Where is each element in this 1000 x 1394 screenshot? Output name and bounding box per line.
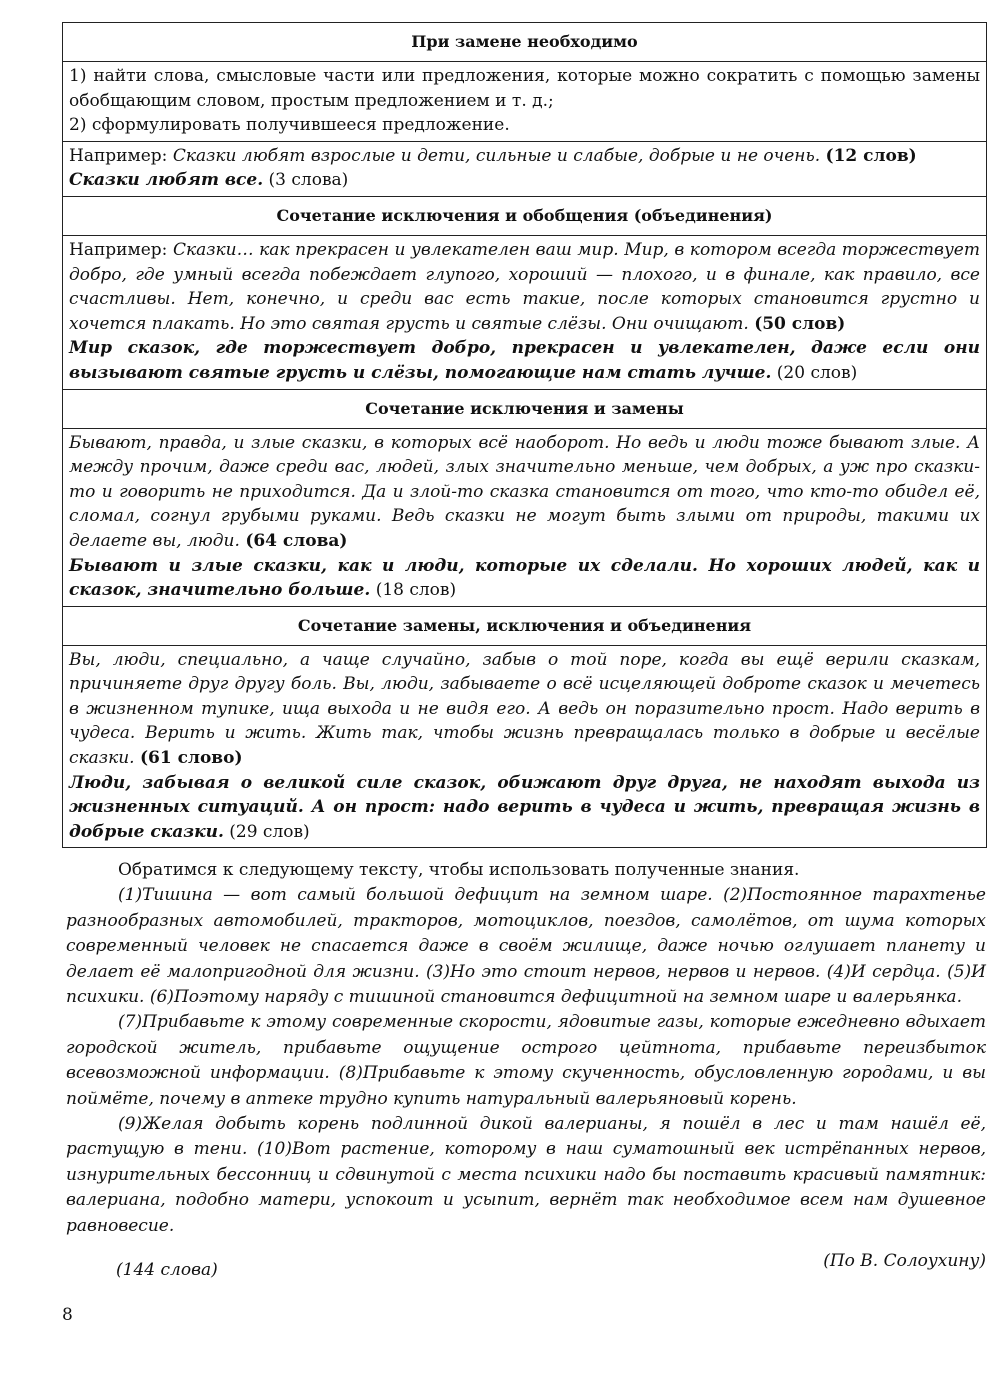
example-original: Бывают, правда, и злые сказки, в которых всё наоборот. Но ведь и люди тоже бывают злые. А между прочим, даже среди вас, людей, злых значительно меньше, чем добрых, а уж про сказки-то и говорить не приходится. Да и злой-то сказка становится от того, что кто-то обидел её, сломал, согнул грубыми руками. Ведь сказки не могут быть злыми от природы, такими их делаете вы, люди. [69, 432, 980, 551]
word-count: (61 слово) [140, 748, 243, 769]
word-count: (50 слов) [754, 313, 846, 334]
example-result [69, 168, 980, 193]
result-text: Сказки любят все. [69, 170, 264, 191]
example-text [69, 431, 980, 554]
result-count: (3 слова) [268, 170, 349, 191]
result-count: (18 слов) [375, 580, 457, 601]
example-prefix: Например: [69, 239, 173, 260]
example-cell [63, 235, 987, 389]
methods-table [62, 22, 987, 848]
example-text [69, 144, 980, 169]
example-result [69, 336, 980, 385]
section-header: При замене необходимо [63, 23, 987, 62]
result-count: (29 слов) [229, 821, 310, 842]
example-original: Сказки… как прекрасен и увлекателен ваш мир. Мир, в котором всегда торжествует добро, где умный всегда побеждает глупого, хороший — плохого, и в финале, как правило, все счастливы. Нет, конечно, и среди вас есть такие, после которых становится грустно и хочется плакать. Но это святая грусть и святые слёзы. Они очищают. [69, 239, 980, 334]
example-result [69, 554, 980, 603]
word-count: (64 слова) [245, 530, 348, 551]
example-text [69, 238, 980, 336]
example-cell [63, 428, 987, 606]
text-paragraph: (1)Тишина — вот самый большой дефицит на земном шаре. (2)Постоянное тарахтенье разнообразных автомобилей, тракторов, мотоциклов, поездов, самолётов, от шума которых современный человек не спасается даже в своём жилище, даже ночью оглушает планету и делает её малопригодной для жизни. (3)Но это стоит нервов, нервов и нервов. (4)И сердца. (5)И психики. (6)Поэтому наряду с тишиной становится дефицитной на земном шаре и валерьянка. [66, 885, 986, 1008]
example-text [69, 648, 980, 771]
page-number: 8 [62, 1305, 73, 1325]
reading-text [66, 858, 986, 1274]
section-header: Сочетание исключения и замены [63, 389, 987, 428]
example-original: Вы, люди, специально, а чаще случайно, забыв о той поре, когда вы ещё верили сказкам, причиняете друг другу боль. Вы, люди, забываете о всё исцеляющей доброте сказок и мечетесь в жизненном тупике, ища выхода и не видя его. А ведь он поразительно прост. Надо верить в чудеса. Верить и жить. Жить так, чтобы жизнь превращалась только в добрые и весёлые сказки. [69, 649, 980, 769]
example-cell [63, 645, 987, 848]
section-header: Сочетание исключения и обобщения (объединения) [63, 196, 987, 235]
text-intro: Обратимся к следующему тексту, чтобы использовать полученные знания. [118, 860, 800, 880]
section-header: Сочетание замены, исключения и объединения [63, 606, 987, 645]
example-prefix: Например: [69, 145, 173, 166]
result-text: Бывают и злые сказки, как и люди, которые их сделали. Но хороших людей, как и сказок, значительно больше. [69, 555, 980, 601]
result-text: Люди, забывая о великой силе сказок, обижают друг друга, не находят выхода из жизненных ситуаций. А он прост: надо верить в чудеса и жить, превращая жизнь в добрые сказки. [69, 772, 980, 842]
author-attribution: (По В. Солоухину) [823, 1251, 986, 1272]
word-count: (12 слов) [825, 145, 917, 166]
example-cell [63, 141, 987, 196]
text-paragraph: (7)Прибавьте к этому современные скорости, ядовитые газы, которые ежедневно вдыхает городской житель, прибавьте ощущение острого цейтнота, прибавьте переизбыток всевозможной информации. (8)Прибавьте к этому скученность, обусловленную городами, и вы поймёте, почему в аптеке трудно купить натуральный валерьяновый корень. [66, 1012, 986, 1109]
text-paragraph: (9)Желая добыть корень подлинной дикой валерианы, я пошёл в лес и там нашёл её, растущую в тени. (10)Вот растение, которому в наш суматошный век истрёпанных нервов, изнурительных бессонниц и сдвинутой с места психики надо бы поставить красивый памятник: валериана, подобно матери, успокоит и усыпит, вернёт так необходимое всем нам душевное равновесие. [66, 1114, 986, 1236]
result-text: Мир сказок, где торжествует добро, прекрасен и увлекателен, даже если они вызывают святые грусть и слёзы, помогающие нам стать лучше. [69, 338, 980, 383]
list-item: 2) сформулировать получившееся предложение. [69, 115, 510, 136]
example-result [69, 771, 980, 845]
text-word-count: (144 слова) [116, 1260, 218, 1280]
instructions-cell [63, 62, 987, 142]
result-count: (20 слов) [776, 362, 858, 383]
list-item: 1) найти слова, смысловые части или предложения, которые можно сократить с помощью замены обобщающим словом, простым предложением и т. д.; [69, 66, 980, 111]
example-original: Сказки любят взрослые и дети, сильные и слабые, добрые и не очень. [172, 145, 821, 166]
